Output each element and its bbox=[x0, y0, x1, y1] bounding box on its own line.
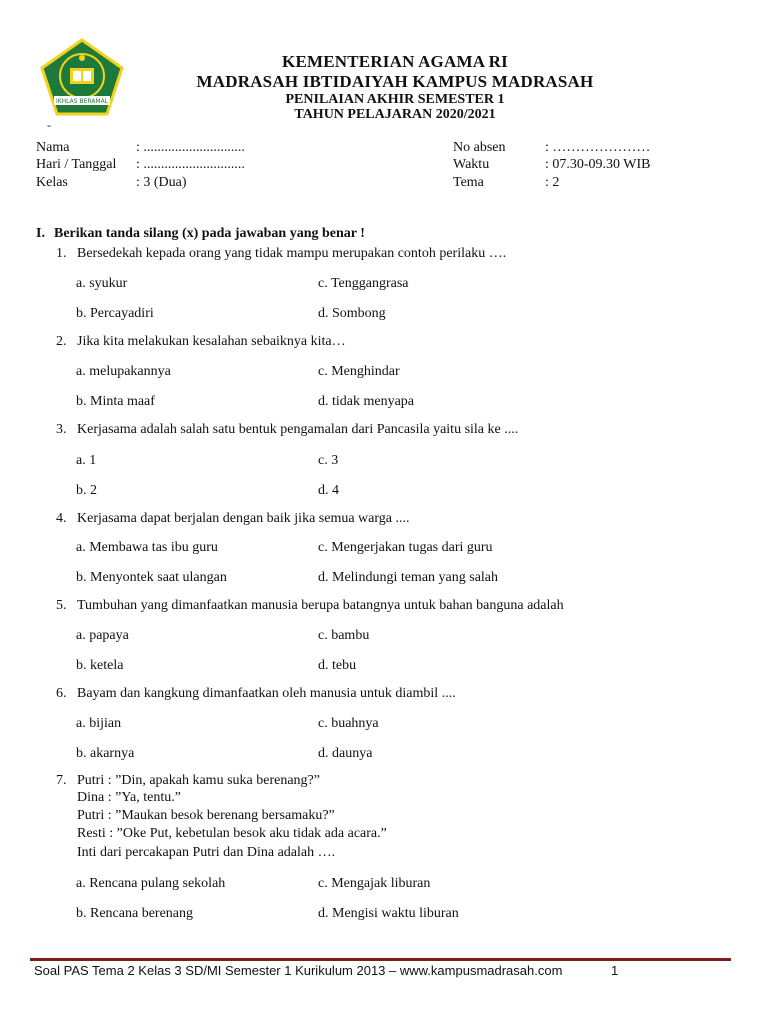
option-d[interactable]: d. 4 bbox=[318, 483, 339, 498]
option-a[interactable]: a. papaya bbox=[76, 628, 129, 643]
option-a[interactable]: a. melupakannya bbox=[76, 364, 171, 379]
option-c[interactable]: c. Tenggangrasa bbox=[318, 276, 409, 291]
option-c[interactable]: c. Menghindar bbox=[318, 364, 400, 379]
dialogue-line: Putri : ”Maukan besok berenang bersamaku?” bbox=[77, 808, 335, 823]
option-b[interactable]: b. Menyontek saat ulangan bbox=[76, 570, 227, 585]
option-b[interactable]: b. 2 bbox=[76, 483, 97, 498]
option-b[interactable]: b. akarnya bbox=[76, 746, 135, 761]
question-text: Kerjasama adalah salah satu bentuk pengamalan dari Pancasila yaitu sila ke .... bbox=[77, 422, 519, 437]
exam-title: PENILAIAN AKHIR SEMESTER 1 bbox=[285, 92, 505, 107]
kemenag-logo bbox=[40, 38, 124, 116]
option-b[interactable]: b. Minta maaf bbox=[76, 394, 155, 409]
info-label-hari: Hari / Tanggal bbox=[36, 157, 117, 172]
dialogue-line: Resti : ”Oke Put, kebetulan besok aku tidak ada acara.” bbox=[77, 826, 387, 841]
option-c[interactable]: c. 3 bbox=[318, 453, 339, 468]
question-number: 2. bbox=[56, 334, 67, 349]
option-c[interactable]: c. Mengerjakan tugas dari guru bbox=[318, 540, 493, 555]
info-label-tema: Tema bbox=[453, 175, 484, 190]
ministry-title: KEMENTERIAN AGAMA RI bbox=[282, 52, 508, 71]
question-text: Inti dari percakapan Putri dan Dina adalah …. bbox=[77, 845, 336, 860]
section-number: I. bbox=[36, 226, 45, 241]
option-c[interactable]: c. buahnya bbox=[318, 716, 379, 731]
option-b[interactable]: b. Percayadiri bbox=[76, 306, 154, 321]
footer-text: Soal PAS Tema 2 Kelas 3 SD/MI Semester 1 Kurikulum 2013 – www.kampusmadrasah.com bbox=[34, 963, 563, 978]
logo-motto: IKHLAS BERAMAL bbox=[55, 98, 109, 105]
option-c[interactable]: c. Mengajak liburan bbox=[318, 876, 431, 891]
academic-year: TAHUN PELAJARAN 2020/2021 bbox=[294, 107, 496, 122]
question-number: 3. bbox=[56, 422, 67, 437]
info-value-waktu: : 07.30-09.30 WIB bbox=[545, 157, 651, 172]
question-text: Kerjasama dapat berjalan dengan baik jika semua warga .... bbox=[77, 511, 410, 526]
question-number: 4. bbox=[56, 511, 67, 526]
option-a[interactable]: a. bijian bbox=[76, 716, 122, 731]
footer-rule bbox=[30, 958, 731, 961]
info-value-nama: : ............................. bbox=[136, 140, 245, 155]
question-text: Jika kita melakukan kesalahan sebaiknya kita… bbox=[77, 334, 346, 349]
option-a[interactable]: a. Rencana pulang sekolah bbox=[76, 876, 226, 891]
question-number: 6. bbox=[56, 686, 67, 701]
info-value-kelas: : 3 (Dua) bbox=[136, 175, 187, 190]
info-label-nama: Nama bbox=[36, 140, 70, 155]
page-number: 1 bbox=[611, 963, 619, 978]
question-text: Bayam dan kangkung dimanfaatkan oleh manusia untuk diambil .... bbox=[77, 686, 456, 701]
school-name: MADRASAH IBTIDAIYAH KAMPUS MADRASAH bbox=[196, 72, 594, 91]
info-value-tema: : 2 bbox=[545, 175, 560, 190]
info-label-waktu: Waktu bbox=[453, 157, 490, 172]
option-a[interactable]: a. Membawa tas ibu guru bbox=[76, 540, 218, 555]
option-d[interactable]: d. Sombong bbox=[318, 306, 386, 321]
question-number: 7. bbox=[56, 773, 67, 788]
section-title: Berikan tanda silang (x) pada jawaban yang benar ! bbox=[54, 226, 365, 241]
info-label-kelas: Kelas bbox=[36, 175, 68, 190]
question-text: Tumbuhan yang dimanfaatkan manusia berupa batangnya untuk bahan banguna adalah bbox=[77, 598, 564, 613]
question-text: Bersedekah kepada orang yang tidak mampu merupakan contoh perilaku …. bbox=[77, 246, 507, 261]
option-d[interactable]: d. tidak menyapa bbox=[318, 394, 415, 409]
info-value-hari: : ............................. bbox=[136, 157, 245, 172]
dialogue-line: Dina : ”Ya, tentu.” bbox=[77, 790, 181, 805]
question-number: 1. bbox=[56, 246, 67, 261]
option-b[interactable]: b. Rencana berenang bbox=[76, 906, 193, 921]
option-b[interactable]: b. ketela bbox=[76, 658, 124, 673]
stray-mark: - bbox=[47, 118, 51, 132]
dialogue-line: Putri : ”Din, apakah kamu suka berenang?” bbox=[77, 773, 320, 788]
option-d[interactable]: d. tebu bbox=[318, 658, 357, 673]
info-value-absen: : ………………… bbox=[545, 140, 651, 155]
option-d[interactable]: d. daunya bbox=[318, 746, 373, 761]
option-d[interactable]: d. Melindungi teman yang salah bbox=[318, 570, 499, 585]
info-label-absen: No absen bbox=[453, 140, 506, 155]
option-a[interactable]: a. 1 bbox=[76, 453, 97, 468]
option-a[interactable]: a. syukur bbox=[76, 276, 128, 291]
option-c[interactable]: c. bambu bbox=[318, 628, 370, 643]
question-number: 5. bbox=[56, 598, 67, 613]
option-d[interactable]: d. Mengisi waktu liburan bbox=[318, 906, 459, 921]
